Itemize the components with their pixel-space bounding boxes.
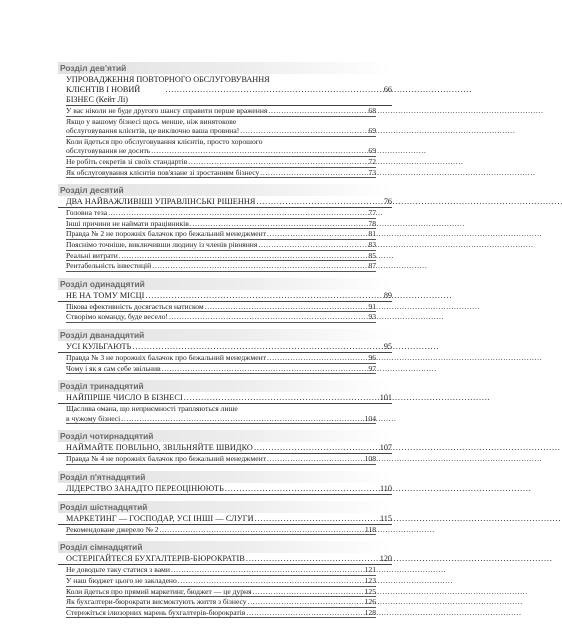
chapter-label: Розділ десятий [58, 184, 392, 196]
toc-item[interactable]: Чому і як я сам себе звільнив . . . 97 [66, 364, 376, 375]
chapter-title[interactable]: НАЙПІРШЕ ЧИСЛО В БІЗНЕСІ . . . 101 [58, 393, 392, 404]
toc-item[interactable]: Реальні витрати . . . 85 [66, 251, 376, 262]
chapter-title[interactable]: ОСТЕРІГАЙТЕСЯ БУХГАЛТЕРІВ-БЮРОКРАТІВ . . . 120 [58, 554, 392, 565]
toc-item[interactable]: Правда № 4 не порожніх балачок про бежальний менеджмент . . . 108 [66, 454, 376, 465]
chapter-label: Розділ дванадцятий [58, 329, 392, 341]
chapter-label: Розділ шістнадцятий [58, 501, 392, 513]
chapter-title[interactable]: НАЙМАЙТЕ ПОВІЛЬНО, ЗВІЛЬНЯЙТЕ ШВИДКО . . . 107 [58, 443, 392, 454]
chapter-label: Розділ п'ятнадцятий [58, 471, 392, 483]
toc-item[interactable]: Пікова ефективність досягається натиском . . . 91 [66, 302, 376, 313]
chapter-11 [58, 278, 392, 323]
chapter-title[interactable]: НЕ НА ТОМУ МІСЦІ . . . 89 [58, 291, 392, 302]
toc-item[interactable]: Пояснімо точніше, виключивши людину із членів рівняння . . . 83 [66, 240, 376, 251]
chapter-13 [58, 380, 392, 424]
toc-item[interactable]: Головна теза . . . 77 [66, 208, 376, 219]
toc-item[interactable]: Як обслуговування клієнтів пов'язане зі зростанням бізнесу . . . 73 [66, 168, 376, 179]
chapter-label: Розділ одинадцятий [58, 278, 392, 290]
page-number: 66 [383, 85, 392, 94]
page-number: 101 [379, 393, 392, 403]
toc-item[interactable]: У вас ніколи не буде другого шансу справити перше враження . . . 68 [66, 106, 376, 117]
page-number: 95 [383, 341, 392, 351]
toc-item[interactable]: Коли йдеться про прямий маркетинг, бюджет — це дурня . . . 125 [66, 587, 376, 598]
toc-item[interactable]: Як бухгалтери-бюрократи висмоктують життя з бізнесу . . . 126 [66, 597, 376, 608]
chapter-label: Розділ тринадцятий [58, 380, 392, 392]
chapter-10 [58, 184, 392, 272]
page-number: 76 [383, 197, 392, 207]
chapter-title[interactable]: УПРОВАДЖЕННЯ ПОВТОРНОГО ОБСЛУГОВУВАННЯ КЛІЄНТІВ І НОВИЙ БІЗНЕС (Кейт Лі) . . . 66 [58, 75, 392, 106]
chapter-label: Розділ дев'ятий [58, 62, 392, 74]
toc-item[interactable]: Стережіться ілюзорних марень бухгалтерів-бюрократів . . . 128 [66, 608, 376, 619]
chapter-title[interactable]: УСІ КУЛЬГАЮТЬ . . . 95 [58, 342, 392, 353]
chapter-title[interactable]: МАРКЕТИНГ — ГОСПОДАР, УСІ ІНШІ — СЛУГИ . . . 115 [58, 514, 392, 525]
page-number: 89 [383, 290, 392, 300]
chapter-title[interactable]: ДВА НАЙВАЖЛИВІШІ УПРАВЛІНСЬКІ РІШЕННЯ . . . 76 [58, 197, 392, 208]
chapter-16 [58, 501, 392, 536]
toc-item[interactable]: Не робіть секретів зі своїх стандартів . . . 72 [66, 157, 376, 168]
toc-item[interactable]: Рентабельність інвестицій . . . 87 [66, 261, 376, 272]
page-number: 107 [379, 443, 392, 453]
chapter-9 [58, 62, 392, 178]
chapter-12 [58, 329, 392, 374]
chapter-label: Розділ чотирнадцятий [58, 430, 392, 442]
toc-item[interactable]: Коли йдеться про обслуговування клієнтів, просто хорошого обслуговування не досить . . . 69 [66, 137, 376, 157]
toc-item[interactable]: Якщо у вашому бізнесі щось менше, ніж винятокове обслуговування клієнтів, це виключно ваша провина! . . . 69 [66, 117, 376, 137]
toc-item[interactable]: Не доводьте таку статися з вами . . . 121 [66, 565, 376, 576]
toc-item[interactable]: Створімо команду, буде весело! . . . 93 [66, 312, 376, 323]
toc-item[interactable]: У наш бюджет цього не закладено . . . 123 [66, 576, 376, 587]
page-number: 110 [380, 483, 392, 493]
toc-item[interactable]: Правда № 2 не порожніх балачок про бежальний менеджмент . . . 81 [66, 229, 376, 240]
page-number: 115 [380, 513, 392, 523]
chapter-14 [58, 430, 392, 465]
chapter-17 [58, 541, 392, 618]
chapter-15 [58, 471, 392, 495]
chapter-title[interactable]: ЛІДЕРСТВО ЗАНАДТО ПЕРЕОЦІНЮЮТЬ . . . 110 [58, 484, 392, 495]
page-number: 120 [379, 554, 392, 564]
toc-item[interactable]: Правда № 3 не порожніх балачок про бежальний менеджмент . . . 96 [66, 353, 376, 364]
toc-item[interactable]: Рекомендоване джерело № 2 . . . 118 [66, 525, 376, 536]
toc-item[interactable]: Інші причини не наймати працівників . . . 78 [66, 219, 376, 230]
chapter-label: Розділ сімнадцятий [58, 541, 392, 553]
toc-item[interactable]: Щаслива омана, що неприємності трапляються лише в чужому бізнесі . . . 104 [66, 404, 376, 424]
